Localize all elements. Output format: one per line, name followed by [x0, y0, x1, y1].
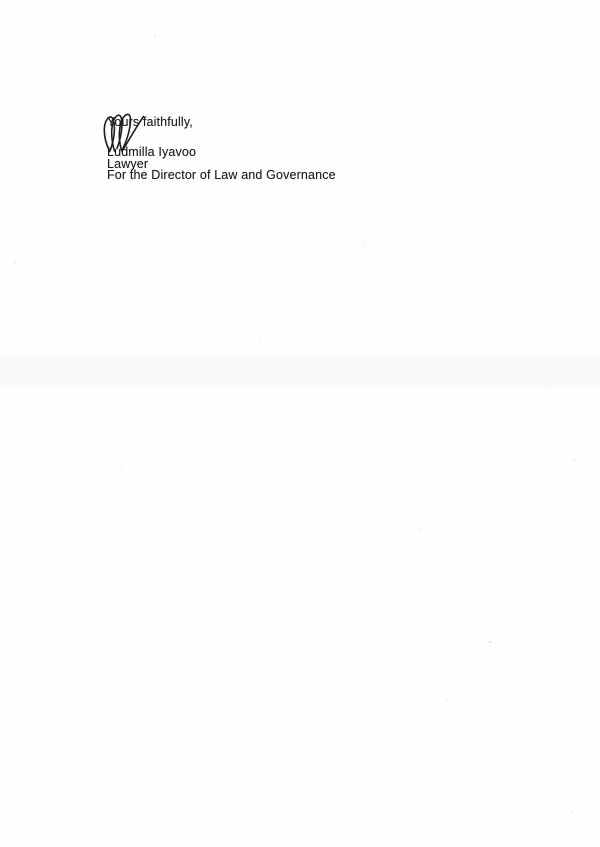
scan-speck: [545, 386, 546, 388]
scan-speck: [14, 262, 16, 264]
scan-speck: [260, 340, 261, 342]
scan-speck: [367, 428, 369, 429]
scan-speck: [420, 529, 422, 531]
signatory-on-behalf-of: For the Director of Law and Governance: [107, 168, 336, 182]
scan-speck: [305, 267, 307, 268]
scan-speck: [120, 468, 121, 470]
scan-speck: [329, 372, 331, 374]
scan-speck: [118, 47, 119, 49]
closing-salutation: Yours faithfully,: [107, 115, 193, 129]
scan-speck: [62, 594, 63, 596]
scan-speck: [447, 699, 448, 701]
scan-speck: [573, 459, 575, 461]
scan-speck: [500, 181, 501, 183]
signatory-name: Ludmilla Iyavoo: [107, 145, 197, 159]
scan-speck: [489, 641, 491, 643]
scanner-band-artifact: [0, 350, 600, 392]
scan-speck: [571, 812, 573, 814]
scan-speck: [363, 243, 364, 245]
scan-speck: [214, 799, 215, 801]
signatory-job-title: Lawyer: [107, 157, 149, 171]
scan-speck: [154, 35, 156, 37]
scan-speck: [341, 231, 343, 233]
scan-speck: [95, 733, 97, 735]
